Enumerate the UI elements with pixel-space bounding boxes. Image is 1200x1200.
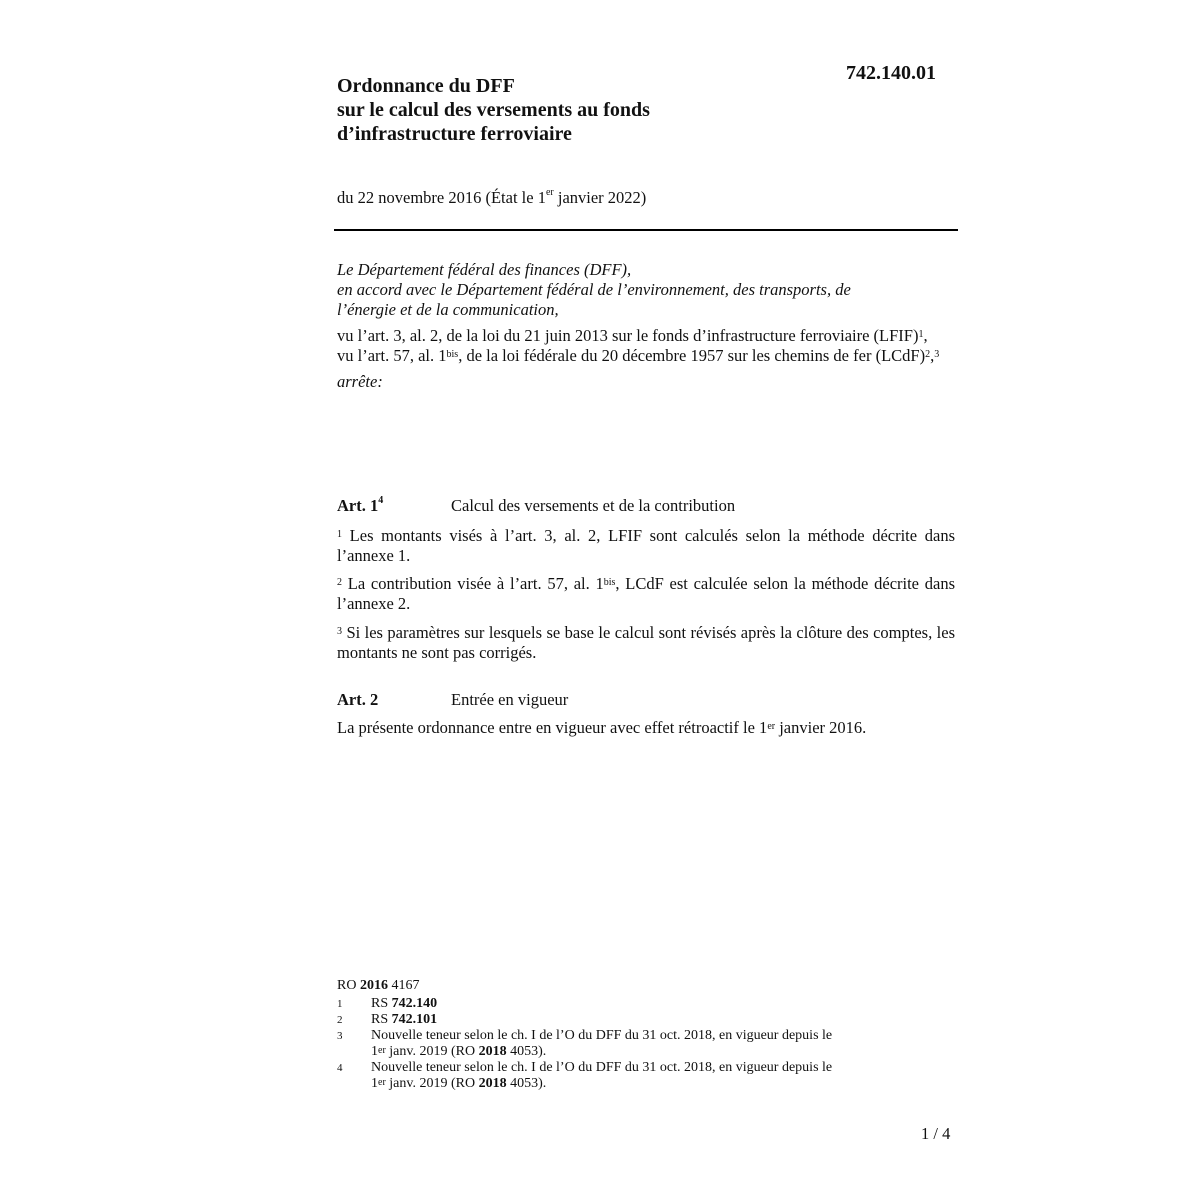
article-1-heading — [337, 496, 735, 516]
paragraph-text: Les montants visés à l’art. 3, al. 2, LFIF sont calculés selon la méthode décrite dans l’annexe 1. — [337, 526, 955, 565]
legal-basis-1 — [337, 326, 957, 346]
footnote-ref[interactable]: 1 — [918, 329, 924, 340]
footnote-prefix: RS — [371, 1012, 392, 1027]
article-number: Art. 2 — [337, 690, 379, 709]
footnote-line: janv. 2019 (RO — [385, 1044, 479, 1059]
legal-basis-text: vu l’art. 57, al. 1 — [337, 346, 447, 365]
sr-link[interactable]: 742.140 — [391, 996, 438, 1011]
paragraph-number: 1 — [337, 529, 342, 540]
footnote-line: Nouvelle teneur selon le ch. I de l’O du DFF du 31 oct. 2018, en vigueur depuis le — [371, 1028, 833, 1043]
footnotes — [337, 978, 957, 1092]
footnote-ref[interactable]: 4 — [378, 495, 384, 506]
authority-line: l’énergie et de la communication, — [337, 300, 559, 319]
footnote — [337, 1060, 957, 1092]
article-1-paragraph-3 — [337, 623, 955, 663]
preamble — [337, 260, 957, 392]
legal-basis-2 — [337, 346, 957, 366]
bis-sup: bis — [446, 349, 459, 360]
sr-link[interactable]: 742.101 — [391, 1012, 438, 1027]
footnote-ref[interactable]: 2 — [925, 349, 931, 360]
punct: , — [930, 346, 935, 365]
footnote-ref[interactable]: 3 — [934, 349, 940, 360]
punct: , — [923, 326, 928, 345]
footnote-prefix: RS — [371, 996, 392, 1011]
ro-year: 2016 — [359, 978, 388, 993]
footnote-text — [371, 996, 957, 1012]
document-date — [337, 188, 646, 208]
document-title — [337, 74, 650, 146]
footnote-text — [371, 1028, 957, 1060]
footnote-line: 4053). — [506, 1076, 547, 1091]
er-sup: er — [378, 1045, 386, 1056]
footnote-line: 1 — [371, 1044, 378, 1059]
er-sup: er — [767, 721, 776, 732]
footnote-number: 3 — [337, 1030, 343, 1042]
footnote — [337, 1012, 957, 1028]
footnote-line: 1 — [371, 1076, 378, 1091]
paragraph-text: La contribution visée à l’art. 57, al. 1 — [342, 574, 604, 593]
footnote-line: janv. 2019 (RO — [385, 1076, 479, 1091]
article-number — [337, 496, 451, 516]
article-1-paragraph-1 — [337, 526, 955, 566]
article-2-paragraph — [337, 718, 955, 738]
title-line: d’infrastructure ferroviaire — [337, 123, 572, 145]
footnote-text — [371, 1012, 957, 1028]
legal-basis-text: , de la loi fédérale du 20 décembre 1957 sur les chemins de fer (LCdF) — [458, 346, 926, 365]
bis-sup: bis — [603, 577, 616, 588]
ro-prefix: RO — [337, 978, 360, 993]
ro-year: 2018 — [478, 1076, 507, 1091]
paragraph-text: Si les paramètres sur lesquels se base le calcul sont révisés après la clôture des comptes, les montants ne sont pas corrigés. — [337, 623, 955, 662]
title-line: Ordonnance du DFF — [337, 75, 515, 97]
article-2-heading — [337, 690, 568, 710]
paragraph-text: La présente ordonnance entre en vigueur avec effet rétroactif le 1 — [337, 718, 768, 737]
article-1-paragraph-2 — [337, 574, 955, 614]
ro-page: 4167 — [387, 978, 420, 993]
date-prefix: du 22 novembre 2016 (État le 1 — [337, 188, 546, 207]
ro-year: 2018 — [478, 1044, 507, 1059]
footnote-line: 4053). — [506, 1044, 547, 1059]
paragraph-text: , LCdF est calculée selon la méthode décrite dans l’annexe 2. — [337, 574, 955, 613]
title-rule — [334, 229, 958, 231]
footnote — [337, 996, 957, 1012]
article-label: Art. 1 — [337, 496, 379, 515]
paragraph-number: 2 — [337, 577, 342, 588]
footnote — [337, 1028, 957, 1060]
authority-line: en accord avec le Département fédéral de l’environnement, des transports, de — [337, 280, 851, 299]
paragraph-text: janvier 2016. — [775, 718, 867, 737]
page-number: 1 / 4 — [921, 1124, 951, 1143]
date-suffix: janvier 2022) — [553, 188, 647, 207]
article-title: Entrée en vigueur — [451, 690, 569, 709]
er-sup: er — [378, 1077, 386, 1088]
footnote-text — [371, 1060, 957, 1092]
article-title: Calcul des versements et de la contribution — [451, 496, 736, 515]
footnote-line: Nouvelle teneur selon le ch. I de l’O du DFF du 31 oct. 2018, en vigueur depuis le — [371, 1060, 833, 1075]
ro-reference — [337, 978, 957, 994]
sr-number: 742.140.01 — [846, 62, 936, 84]
footnote-number: 2 — [337, 1014, 343, 1026]
footnote-number: 1 — [337, 998, 343, 1010]
legal-basis-text: vu l’art. 3, al. 2, de la loi du 21 juin 2013 sur le fonds d’infrastructure ferroviaire (LFIF) — [337, 326, 919, 345]
footnote-number: 4 — [337, 1062, 343, 1074]
title-line: sur le calcul des versements au fonds — [337, 99, 650, 121]
arrete: arrête: — [337, 372, 383, 391]
paragraph-number: 3 — [337, 626, 342, 637]
authority-line: Le Département fédéral des finances (DFF), — [337, 260, 632, 279]
date-sup: er — [545, 187, 554, 198]
